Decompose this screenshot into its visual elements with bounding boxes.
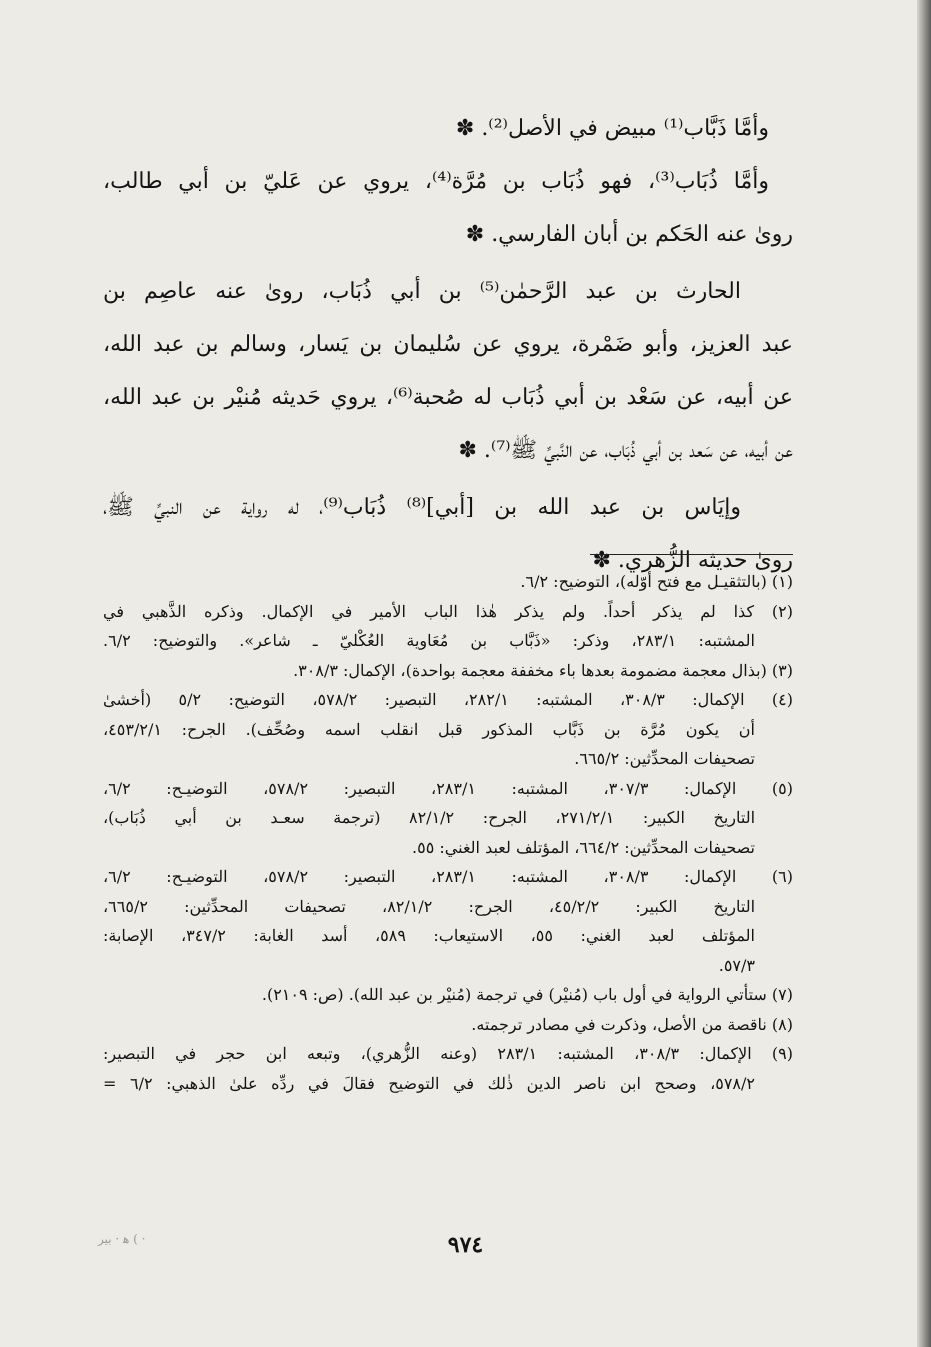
scan-edge-shadow: [917, 0, 931, 1347]
main-line: عن أبيه، عن سَعد بن أبي ذُبَاب، عن النَّبيِّ ﷺ⁽⁷⁾. ✽: [458, 438, 793, 463]
footnote-line: ٥٧٨/٢، وصحح ابن ناصر الدين ذٰلك في التوضيح فقالَ في ردِّه علىٰ الذهبي: ٦/٢ =: [103, 1073, 755, 1093]
footnote-line: (٦) الإكمال: ٣٠٨/٣، المشتبه: ٢٨٣/١، التبصير: ٥٧٨/٢، التوضيـح: ٦/٢،: [103, 867, 794, 886]
footnote-line: ٥٧/٣.: [718, 955, 755, 975]
footnotes: [103, 567, 793, 1098]
footnote-line: (٣) (بذال معجمة مضمومة بعدها باء مخففة معجمة بواحدة)، الإكمال: ٣٠٨/٣.: [293, 660, 793, 680]
main-line: وأمَّا ذُبَاب⁽³⁾، فهو ذُبَاب بن مُرَّة⁽⁴⁾، يروي عن عَليّ بن أبي طالب،: [103, 169, 769, 194]
main-line: الحارث بن عبد الرَّحمٰن⁽⁵⁾ بن أبي ذُبَاب، روىٰ عنه عاصِم بن: [103, 279, 741, 304]
main-line: وإيَاس بن عبد الله بن [أبي]⁽⁸⁾ ذُبَاب⁽⁹⁾، له رواية عن النبيِّ ﷺ،: [103, 495, 741, 520]
footnote-line: التاريخ الكبير: ٤٥/٢/٢، الجرح: ٨٢/١/٢، تصحيفات المحدِّثين: ٦٦٥/٢،: [103, 896, 756, 916]
page-number: ٩٧٤: [447, 1232, 484, 1258]
footnote-line: أن يكون مُرَّة بن ذَبَّاب المذكور قبل انقلب اسمه وصُحِّف). الجرح: ٤٥٣/٢/١،: [103, 719, 755, 739]
library-stamp: ﻫ · ﺑﯿﺮ ( ·: [98, 1232, 146, 1246]
main-line: روىٰ حديثه الزُّهري. ✽: [592, 548, 793, 573]
footnote-separator: [590, 554, 793, 555]
main-line: عن أبيه، عن سَعْد بن أبي ذُبَاب له صُحبة⁽⁶⁾، يروي حَديثه مُنيْر بن عبد الله،: [103, 385, 793, 410]
footnote-line: تصحيفات المحدِّثين: ٦٦٥/٢.: [574, 749, 755, 768]
main-line: وأمَّا ذَبَّاب⁽¹⁾ مبيض في الأصل⁽²⁾. ✽: [455, 116, 769, 141]
footnote-line: (٩) الإكمال: ٣٠٨/٣، المشتبه: ٢٨٣/١ (وعنه الزُّهري)، وتبعه ابن حجر في التبصير:: [103, 1044, 793, 1063]
footnote-line: التاريخ الكبير: ٢٧١/٢/١، الجرح: ٨٢/١/٢ (ترجمة سعـد بن أبي ذُبَاب)،: [103, 808, 756, 827]
footnote-line: (٨) ناقصة من الأصل، وذكرت في مصادر ترجمته.: [471, 1014, 793, 1034]
footnote-line: (٢) كذا لم يذكر أحداً. ولم يذكر هٰذا الباب الأمير في الإكمال. وذكره الذَّهبي في: [103, 601, 793, 621]
footnote-line: المشتبه: ٢٨٣/١، وذكر: «ذَبَّاب بن مُعَاوية العُكْليّ ـ شاعر». والتوضيح: ٦/٢.: [103, 631, 755, 650]
main-line: روىٰ عنه الحَكم بن أبان الفارسي. ✽: [465, 222, 793, 247]
footnote-line: (٥) الإكمال: ٣٠٧/٣، المشتبه: ٢٨٣/١، التبصير: ٥٧٨/٢، التوضيـح: ٦/٢،: [103, 778, 794, 798]
footnote-line: (١) (بالتثقيـل مع فتح أوّله)، التوضيح: ٦/٢.: [520, 572, 793, 591]
footnote-line: المؤتلف لعبد الغني: ٥٥، الاستيعاب: ٥٨٩، أسد الغابة: ٣٤٧/٢، الإصابة:: [103, 926, 756, 945]
footnote-line: تصحيفات المحدِّثين: ٦٦٤/٢، المؤتلف لعبد الغني: ٥٥.: [412, 837, 755, 857]
footnote-line: (٤) الإكمال: ٣٠٨/٣، المشتبه: ٢٨٢/١، التبصير: ٥٧٨/٢، التوضيح: ٥/٢ (أخشىٰ: [103, 690, 793, 709]
main-line: عبد العزيز، وأبو ضَمْرة، يروي عن سُليمان بن يَسار، وسالم بن عبد الله،: [103, 332, 793, 357]
main-text: [103, 102, 793, 587]
footnote-line: (٧) ستأتي الرواية في أول باب (مُنيْر) في ترجمة (مُنيْر بن عبد الله). (ص: ٢١٠٩).: [261, 985, 793, 1004]
